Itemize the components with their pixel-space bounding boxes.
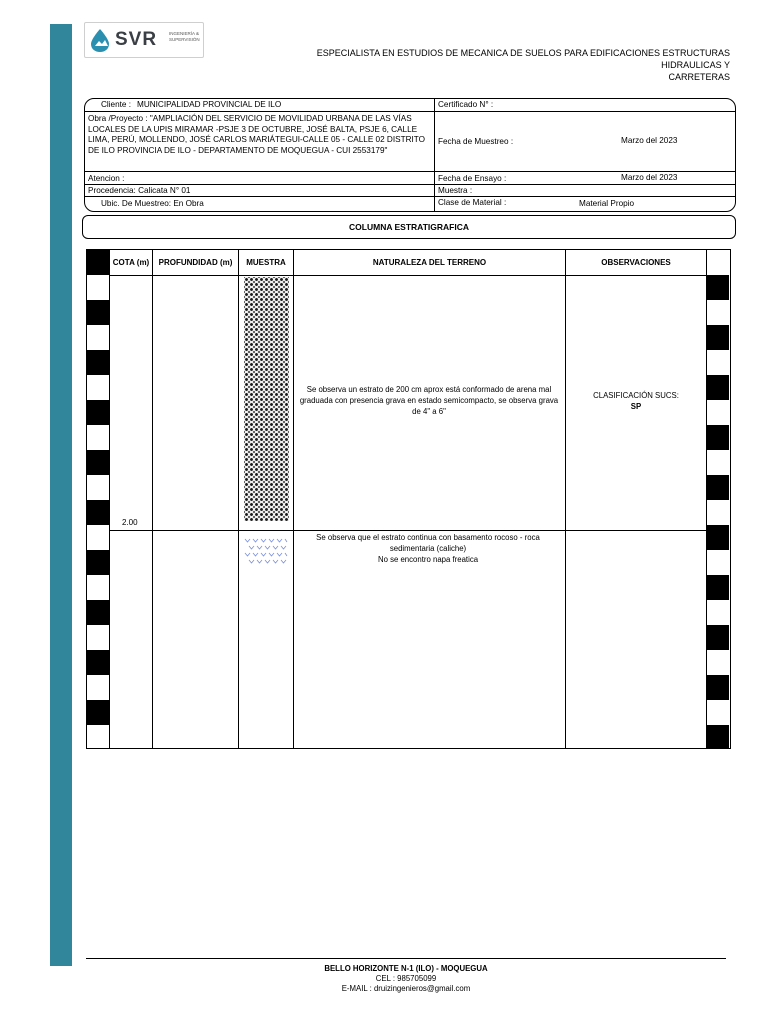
drop-logo-icon — [87, 27, 113, 53]
observaciones-row1 — [567, 390, 705, 412]
logo-subtitle: INGENIERÍA & SUPERVISIÓN — [169, 31, 200, 42]
side-accent-bar — [50, 24, 72, 966]
footer-divider — [86, 958, 726, 959]
header-title-line1: ESPECIALISTA EN ESTUDIOS DE MECANICA DE SUELOS PARA EDIFICACIONES ESTRUCTURAS HIDRAULICAS Y — [316, 48, 730, 70]
header-muestra: MUESTRA — [246, 258, 286, 267]
naturaleza-row2-line2: No se encontro napa freatica — [377, 555, 479, 564]
naturaleza-row2-line1: Se observa que el estrato continua con basamento rocoso - roca sedimentaria (caliche) — [316, 533, 540, 553]
clase-material-label: Clase de Material : — [438, 198, 507, 207]
ubicacion-label: Ubic. De Muestreo: En Obra — [101, 199, 204, 208]
footer-email: E-MAIL : druizingenieros@gmail.com — [341, 984, 471, 993]
info-divider — [434, 99, 435, 211]
obra-text: Obra /Proyecto : "AMPLIACIÓN DEL SERVICIO DE MOVILIDAD URBANA DE LAS VÍAS LOCALES DE LA UPIS MIRAMAR -PSJE 3 DE OCTUBRE, JOSÉ BALTA, PSJE 6, CALLE LIMA, PERÚ, MOLLENDO, JOSÉ CARLOS MARIÁTEGUI-CALLE 05 - CALLE 02 DISTRITO DE ILO PROVINCIA DE ILO - DEPARTAMENTO DE MOQUEGUA - CUI 2553179" — [88, 114, 425, 155]
footer-cel: CEL : 985705099 — [375, 974, 437, 983]
procedencia-label: Procedencia: Calicata N° 01 — [88, 186, 191, 195]
header-cota: COTA (m) — [112, 258, 150, 267]
certificado-label: Certificado N° : — [438, 100, 494, 109]
section-title: COLUMNA ESTRATIGRAFICA — [82, 215, 736, 239]
cota-value: 2.00 — [122, 518, 138, 527]
rock-sample-pattern — [244, 537, 289, 569]
sucs-label: CLASIFICACIÓN SUCS: — [593, 391, 679, 400]
info-box — [84, 98, 736, 212]
header-profundidad: PROFUNDIDAD (m) — [158, 258, 233, 267]
header-title — [290, 47, 730, 83]
naturaleza-row2 — [299, 532, 557, 565]
stratigraphic-table — [86, 249, 731, 749]
logo-text: SVR — [115, 29, 158, 50]
depth-scale-right — [707, 250, 729, 748]
header-title-line2: CARRETERAS — [668, 72, 730, 82]
cliente-label: Cliente : — [101, 100, 132, 109]
sand-sample-pattern — [244, 277, 289, 521]
depth-scale-left — [87, 250, 109, 748]
muestra-label: Muestra : — [438, 186, 473, 195]
cliente-value: MUNICIPALIDAD PROVINCIAL DE ILO — [137, 100, 282, 109]
fecha-muestreo-value: Marzo del 2023 — [621, 136, 678, 145]
sucs-value: SP — [630, 402, 642, 411]
fecha-ensayo-label: Fecha de Ensayo : — [438, 174, 507, 183]
fecha-ensayo-value: Marzo del 2023 — [621, 173, 678, 182]
footer-address: BELLO HORIZONTE N-1 (ILO) - MOQUEGUA — [324, 964, 488, 973]
atencion-label: Atencion : — [88, 174, 125, 183]
naturaleza-row1: Se observa un estrato de 200 cm aprox está conformado de arena mal graduada con presencia grava en estado semicompacto, se observa grava de 4" a 6" — [299, 385, 559, 416]
company-logo — [84, 22, 204, 58]
header-naturaleza: NATURALEZA DEL TERRENO — [372, 258, 487, 267]
clase-material-value: Material Propio — [579, 199, 635, 208]
fecha-muestreo-label: Fecha de Muestreo : — [438, 137, 514, 146]
header-observaciones: OBSERVACIONES — [601, 258, 671, 267]
